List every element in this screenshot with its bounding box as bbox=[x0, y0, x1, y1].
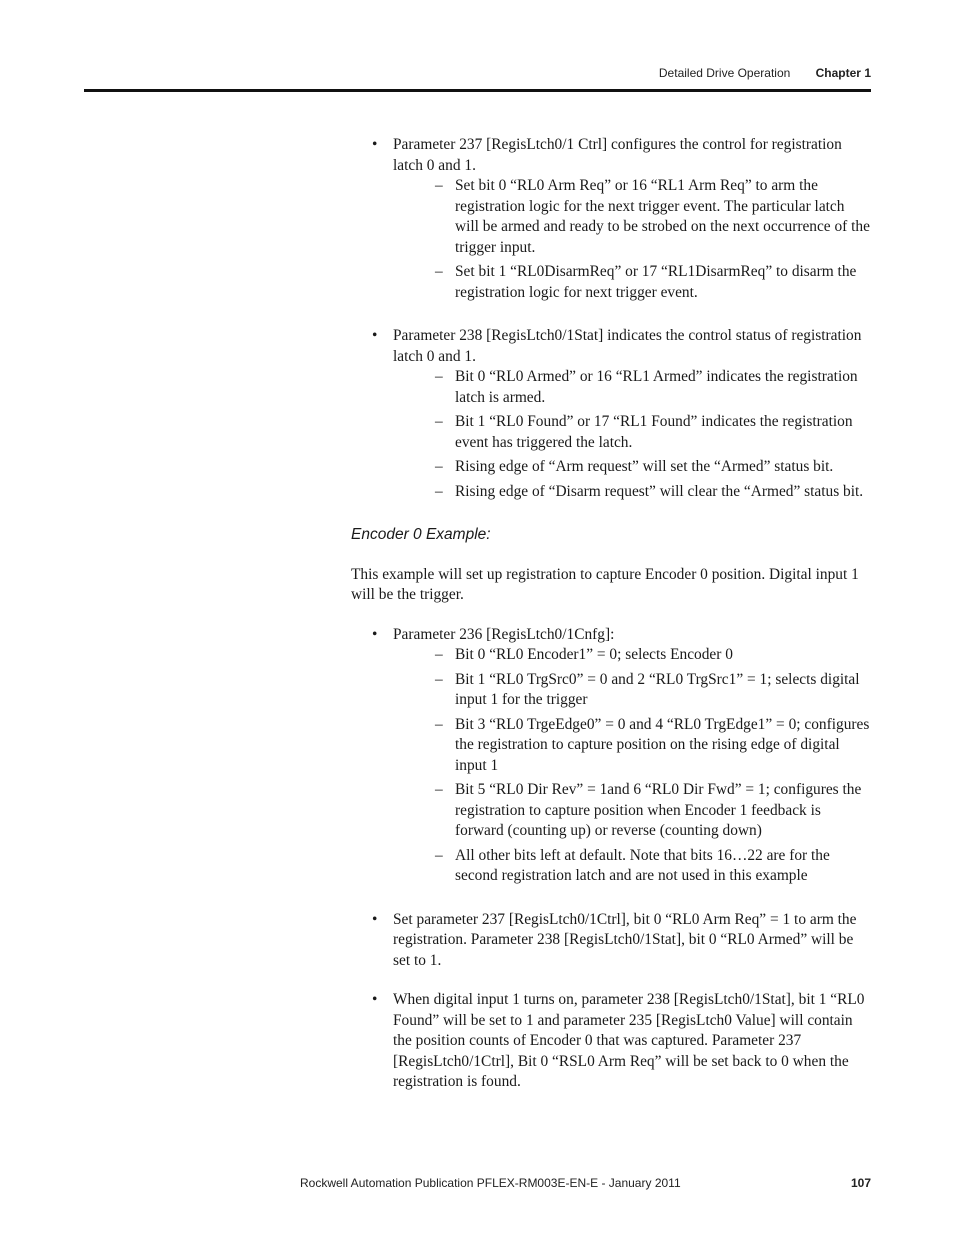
example-heading: Encoder 0 Example: bbox=[351, 526, 491, 543]
dash-item bbox=[393, 780, 871, 842]
bullet-item bbox=[351, 326, 871, 502]
dash-list bbox=[393, 367, 871, 502]
dash-item bbox=[393, 262, 871, 303]
dash-list bbox=[393, 645, 871, 887]
dash-text: Bit 0 “RL0 Armed” or 16 “RL1 Armed” indicates the registration latch is armed. bbox=[455, 368, 858, 406]
dash-item bbox=[393, 457, 871, 478]
dash-text: Bit 1 “RL0 TrgSrc0” = 0 and 2 “RL0 TrgSrc1” = 1; selects digital input 1 for the trigger bbox=[455, 670, 860, 708]
bullet-marker: • bbox=[372, 991, 378, 1008]
dash-marker: – bbox=[435, 263, 443, 280]
dash-marker: – bbox=[435, 413, 443, 430]
dash-text: Rising edge of “Arm request” will set the “Armed” status bit. bbox=[455, 458, 834, 475]
dash-marker: – bbox=[435, 715, 443, 733]
dash-marker: – bbox=[435, 846, 443, 864]
dash-marker: – bbox=[435, 458, 443, 475]
bullet-marker: • bbox=[372, 136, 378, 153]
spacer bbox=[351, 307, 871, 326]
dash-text: Bit 3 “RL0 TrgeEdge0” = 0 and 4 “RL0 TrgEdge1” = 0; configures the registration to capture position on the rising edge of digital input 1 bbox=[455, 715, 870, 774]
bullet-marker: • bbox=[372, 327, 378, 344]
bullet-item bbox=[351, 990, 871, 1093]
bullet-marker: • bbox=[372, 910, 378, 928]
spacer bbox=[351, 891, 871, 910]
dash-item bbox=[393, 482, 871, 503]
header-chapter-label: Chapter 1 bbox=[815, 66, 871, 80]
dash-item bbox=[393, 176, 871, 258]
dash-list bbox=[393, 176, 871, 303]
dash-item bbox=[393, 367, 871, 408]
dash-marker: – bbox=[435, 646, 443, 663]
bullet-text: Parameter 238 [RegisLtch0/1Stat] indicates the control status of registration latch 0 and 1. bbox=[393, 327, 862, 365]
bullet-text: Parameter 236 [RegisLtch0/1Cnfg]: bbox=[393, 625, 615, 643]
bullet-text: Set parameter 237 [RegisLtch0/1Ctrl], bit 0 “RL0 Arm Req” = 1 to arm the registration. Parameter 238 [RegisLtch0/1Stat], bit 0 “RL0 Armed” will be set to 1. bbox=[393, 910, 857, 969]
bullet-list-ctrl bbox=[351, 135, 871, 303]
dash-marker: – bbox=[435, 482, 443, 500]
dash-item bbox=[393, 670, 871, 711]
dash-marker: – bbox=[435, 781, 443, 798]
header-rule bbox=[84, 89, 871, 92]
dash-item bbox=[393, 715, 871, 777]
bullet-text: When digital input 1 turns on, parameter 238 [RegisLtch0/1Stat], bit 1 “RL0 Found” will be set to 1 and parameter 235 [RegisLtch0 Value] will contain the position counts of Encoder 0 that was captured. Parameter 237 [RegisLtch0/1Ctrl], Bit 0 “RSL0 Arm Req” will be set back to 0 when the registration is found. bbox=[393, 991, 865, 1090]
dash-text: Bit 5 “RL0 Dir Rev” = 1and 6 “RL0 Dir Fwd” = 1; configures the registration to capture position when Encoder 1 feedback is forward (counting up) or reverse (counting down) bbox=[455, 781, 862, 839]
dash-marker: – bbox=[435, 368, 443, 385]
dash-text: Set bit 1 “RL0DisarmReq” or 17 “RL1DisarmReq” to disarm the registration logic for next trigger event. bbox=[455, 263, 857, 301]
dash-text: Bit 0 “RL0 Encoder1” = 0; selects Encoder 0 bbox=[455, 646, 733, 663]
spacer bbox=[351, 606, 871, 625]
dash-marker: – bbox=[435, 670, 443, 688]
bullet-list-stat bbox=[351, 326, 871, 502]
example-intro: This example will set up registration to capture Encoder 0 position. Digital input 1 will be the trigger. bbox=[351, 565, 859, 603]
dash-item bbox=[393, 645, 871, 666]
bullet-item bbox=[351, 135, 871, 303]
dash-item bbox=[393, 846, 871, 887]
dash-item bbox=[393, 412, 871, 453]
page-header bbox=[659, 66, 871, 80]
bullet-list-config bbox=[351, 625, 871, 887]
dash-marker: – bbox=[435, 177, 443, 194]
bullet-item bbox=[351, 625, 871, 887]
bullet-text: Parameter 237 [RegisLtch0/1 Ctrl] configures the control for registration latch 0 and 1. bbox=[393, 136, 842, 174]
footer-publication: Rockwell Automation Publication PFLEX-RM003E-EN-E - January 2011 bbox=[300, 1176, 681, 1190]
bullet-marker: • bbox=[372, 625, 378, 643]
spacer bbox=[351, 971, 871, 990]
page-number: 107 bbox=[850, 1176, 871, 1190]
dash-text: Set bit 0 “RL0 Arm Req” or 16 “RL1 Arm Req” to arm the registration logic for the next trigger event. The particular latch will be armed and ready to be strobed on the next occurrence of the trigger input. bbox=[455, 177, 870, 256]
spacer bbox=[351, 506, 871, 525]
dash-text: All other bits left at default. Note that bits 16…22 are for the second registration latch and are not used in this example bbox=[455, 846, 830, 884]
bullet-list-arm bbox=[351, 910, 871, 972]
page-body bbox=[351, 135, 871, 1093]
bullet-item bbox=[351, 910, 871, 972]
spacer bbox=[351, 546, 871, 565]
header-section-title: Detailed Drive Operation bbox=[658, 66, 791, 80]
bullet-list-found bbox=[351, 990, 871, 1093]
dash-text: Bit 1 “RL0 Found” or 17 “RL1 Found” indicates the registration event has triggered the latch. bbox=[455, 413, 853, 451]
dash-text: Rising edge of “Disarm request” will clear the “Armed” status bit. bbox=[455, 482, 864, 500]
